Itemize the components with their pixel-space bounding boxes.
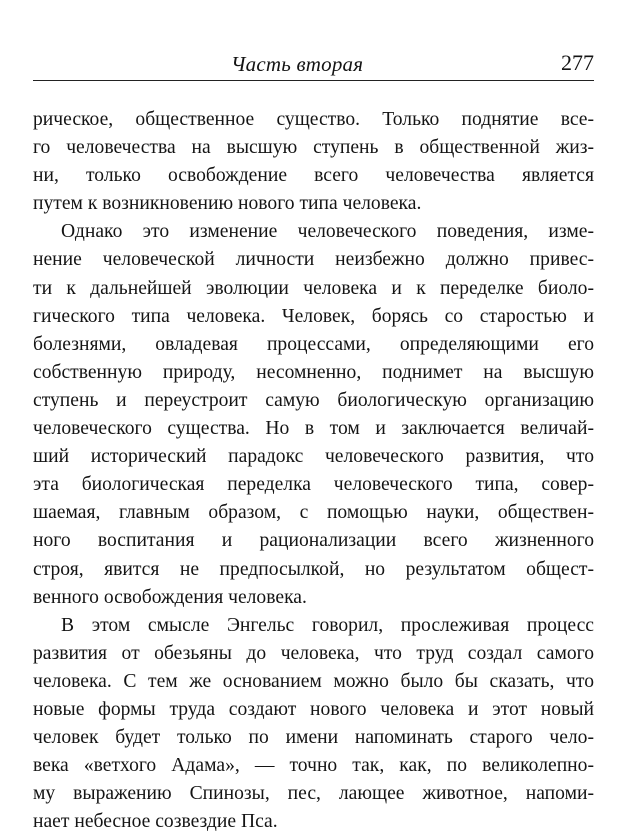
text-line: ти к дальнейшей эволюции человека и к переделке биоло-	[33, 277, 594, 299]
paragraph	[33, 218, 594, 611]
text-line: ший исторический парадокс человеческого развития, что	[33, 446, 594, 468]
paragraph	[33, 612, 594, 836]
text-line: развития от обезьяны до человека, что труд создал самого	[33, 642, 594, 664]
text-line: гического типа человека. Человек, борясь со старостью и	[33, 305, 594, 327]
text-line: собственную природу, несомненно, поднимет на высшую	[33, 361, 594, 383]
text-line: человека. С тем же основанием можно было бы сказать, что	[33, 670, 594, 692]
text-line: ни, только освобождение всего человечества является	[33, 165, 594, 187]
text-line: венного освобождения человека.	[33, 586, 307, 608]
text-line: ного воспитания и рационализации всего жизненного	[33, 530, 594, 552]
text-line: путем к возникновению нового типа человека.	[33, 193, 422, 215]
text-line: шаемая, главным образом, с помощью науки, обществен-	[33, 502, 594, 524]
page-number: 277	[561, 50, 594, 75]
section-title: Часть вторая	[231, 52, 364, 76]
text-line: эта биологическая переделка человеческого типа, совер-	[33, 474, 594, 496]
text-line: му выражению Спинозы, пес, лающее животное, напоми-	[33, 783, 594, 805]
text-line: человеческого существа. Но в том и заключается величай-	[33, 418, 594, 440]
text-line: ступень и переустроит самую биологическую организацию	[33, 389, 594, 411]
text-line: нение человеческой личности неизбежно должно привес-	[33, 249, 594, 271]
text-line: рическое, общественное существо. Только поднятие все-	[33, 109, 594, 130]
text-line: строя, явится не предпосылкой, но результатом общест-	[33, 558, 594, 580]
text-line: человек будет только по имени напоминать старого чело-	[33, 727, 594, 749]
paragraph	[33, 106, 594, 218]
body-text	[33, 106, 594, 836]
text-line: го человечества на высшую ступень в общественной жиз-	[33, 137, 594, 159]
text-line: Однако это изменение человеческого поведения, изме-	[61, 221, 594, 243]
text-line: новые формы труда создают нового человека и этот новый	[33, 698, 594, 720]
text-line: В этом смысле Энгельс говорил, прослеживая процесс	[61, 614, 594, 636]
text-line: нает небесное созвездие Пса.	[33, 811, 278, 833]
text-line: болезнями, овладевая процессами, определяющими его	[33, 333, 594, 355]
text-line: века «ветхого Адама», — точно так, как, по великолепно-	[33, 755, 594, 777]
running-head	[33, 44, 594, 81]
